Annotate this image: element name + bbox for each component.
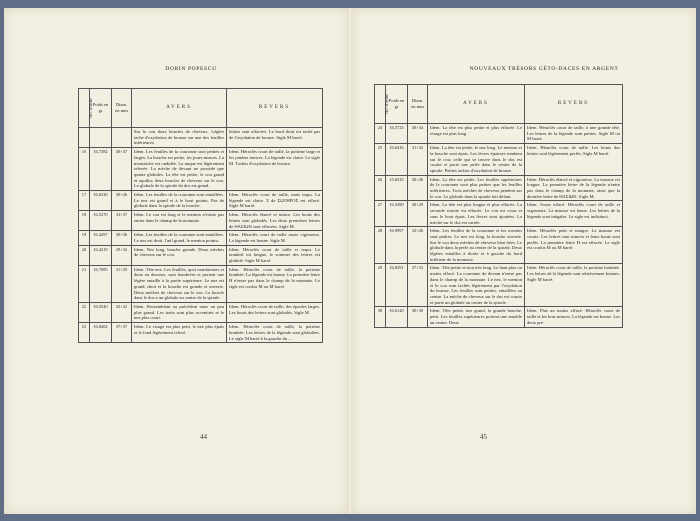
revers-description: Idem. Héraclès élancé et vigoureux. La massue est longue. La première lettre de la légende n'entre pas dans le champ de la monnaie, ainsi que la dernière lettre de ΘΑΣΙΩΝ. Sigle M. <box>525 175 623 201</box>
revers-description: Idem. Plus au moins effacé. Héraclès court de taille et les bras minces. La légende est bonne. Les deux pre- <box>525 307 623 327</box>
table-row <box>79 191 323 211</box>
revers-description: lettres sont effacées. Le bord droit est taché par de l'oxydation de bronze. Sigle M barré. <box>227 128 323 148</box>
coin-number: 18 <box>79 211 90 231</box>
revers-description: Idem. Héraclès court de taille et trapu. Le nombril est longue, le sommet des lettres est globulé. Sigle M barré. <box>227 245 323 265</box>
table-row <box>375 124 623 144</box>
table-header-row <box>79 89 323 128</box>
table-body-right <box>375 124 623 328</box>
avers-description: Idem. Les feuilles de la couronne sont petites et larges. La bouche est petite, les joues minces. La moustache est ondulée. La nuque est légèrement relevée. La mèche de devant ne possède que quatre globules. La tête est petite, le cou grand et aquilin; deux boucles de cheveux sur le cou. Le globule de la spirale du dos est grand. <box>132 148 227 191</box>
coin-diameter: 31×35 <box>112 265 132 302</box>
page-number-left: 44 <box>200 433 207 441</box>
avers-description: Idem. Les feuilles de la couronne sont entaillées. Le nez est grand et à le bout pointu. Pas de globule dans la spirale de la bouche. <box>132 191 227 211</box>
avers-description: Idem. Les feuilles de la couronne sont entaillées. Le nez est droit, l'œil grand, le menton pointu. <box>132 231 227 245</box>
table-row <box>79 231 323 245</box>
col-header-avers: AVERS <box>132 89 227 128</box>
coin-weight: 16,6120 <box>386 307 408 327</box>
revers-description: Idem. Héraclès court de taille, la poitrine bombée. Les lettres de la légende sont relativement bonnes. Sigle M barré. <box>525 264 623 307</box>
col-header-weight: Poids en gr <box>90 89 112 128</box>
coin-weight: 16,4297 <box>90 231 112 245</box>
coin-diameter: 37×33 <box>408 264 428 307</box>
col-header-number: No. d'ordre <box>79 89 90 128</box>
coin-weight: 16,5540 <box>90 302 112 322</box>
table-row <box>375 264 623 307</box>
coin-number: 28 <box>375 227 386 264</box>
coin-weight: 16,7085 <box>90 265 112 302</box>
running-head-right: NOUVEAUX TRÉSORS GÉTO-DACES EN ARGENT <box>469 66 619 72</box>
table-row <box>79 265 323 302</box>
coin-number: 19 <box>79 231 90 245</box>
revers-description: Idem. Héraclès court de taille. Les bouts des lettres sont légèrement perlés. Sigle M barré. <box>525 144 623 176</box>
col-header-diameter: Diam. en mm <box>112 89 132 128</box>
table-header-row <box>375 85 623 124</box>
coin-diameter: 30×37 <box>112 148 132 191</box>
revers-description: Idem. Héraclès court de taille, la poitrine bombée. La légende est bonne. La première lettre H n'entre pas dans le champ de la monnaie. Le sigle est confus M ou M barré. <box>227 265 323 302</box>
coin-number: 27 <box>375 201 386 227</box>
table-row <box>79 323 323 343</box>
coin-diameter: 29×32 <box>112 245 132 265</box>
col-header-diameter: Diam. en mm <box>408 85 428 124</box>
avers-description: Idem. Tête petite et non très long. Le haut plus ou moins effacé. La couronne de devant n'entre pas dans le champ de la monnaie. Le nez, le menton et le cou sont tachés légèrement par l'oxydation du bronze. Les feuilles sont petites, entaillées au centre. La mèche de cheveux sur le dos est courte et porte un globule au centre de la spirale. <box>428 264 525 307</box>
coin-diameter: 37×37 <box>112 323 132 343</box>
col-header-number: No. d'ordre <box>375 85 386 124</box>
col-header-avers: AVERS <box>428 85 525 124</box>
avers-description: Idem. Tête nez. Les feuilles, quoi nombreuses et deux en dessous, sont hombrées et portent une légère entaille à la partie supérieure. Le nez est grand, droit et la bouche est grande et ouverte. Deux mèches de cheveux sur le cou. La boucle dans le dos a un globule au centre de la spirale. <box>132 265 227 302</box>
coin-diameter <box>112 128 132 148</box>
revers-description: Idem. Héraclès petit et maigre. La massue est courte. Les lettres sont minces et leurs bouts sont perlés. La première lettre H est effacée. Le sigle est confus M ou M barré. <box>525 227 623 264</box>
coin-weight: 16,5490 <box>386 201 408 227</box>
avers-description: Idem. La tête est plus petite et plus effacée. Le visage est plus long. <box>428 124 525 144</box>
col-header-revers: REVERS <box>525 85 623 124</box>
revers-description: Idem. Héraclès court de taille, la poitrine bombée. Les lettres de la légende sont globulées. Le sigle M barré à la gauche du ... <box>227 323 323 343</box>
revers-description: Idem. Héraclès court de taille, des épaules larges. Les bouts des lettres sont globulés. Sigle M. <box>227 302 323 322</box>
page-number-right: 45 <box>480 433 487 441</box>
coin-diameter: 30×26 <box>112 191 132 211</box>
table-row <box>375 201 623 227</box>
running-head-left: DORIN POPESCU <box>165 66 217 72</box>
coin-number <box>79 128 90 148</box>
coin-weight: 16,6416 <box>386 144 408 176</box>
avers-description: Idem. Le cou est long et le menton n'existe pas entier dans le champ de la monnaie. <box>132 211 227 231</box>
table-row <box>79 245 323 265</box>
coin-weight: 16,9997 <box>386 227 408 264</box>
table-row <box>79 302 323 322</box>
revers-description: Idem. Héraclès court de taille, la poitrine large et les jambes minces. La légende est claire. Le sigle M. Taches d'oxydation de bronze. <box>227 148 323 191</box>
revers-description: Idem. Héraclès court de taille, mais trapu. La légende est claire. Σ de ΣΩΤΗΡΟΣ est effacé. Sigle M barré. <box>227 191 323 211</box>
avers-description: Idem. La tête est petite. Les feuilles supérieures de la couronne sont plus petites que les feuilles inférieures. Trois mèches de cheveux pendent sur le cou. Le globule dans la spirale fait défaut. <box>428 175 525 201</box>
table-row <box>375 144 623 176</box>
avers-description: Idem. Ressemblant au précédent mais un peu plus grand. Les traits sont plus accentués et le nez plus court. <box>132 302 227 322</box>
avers-description: Sur le cou deux boucles de cheveux. Légère tache d'oxydation de bronze sur une des feuilles inférieures. <box>132 128 227 148</box>
avers-description: Idem. Nez long, bouche grande. Deux mèches de cheveux sur le cou. <box>132 245 227 265</box>
table-row <box>375 227 623 264</box>
coin-diameter: 31×32 <box>408 144 428 176</box>
coin-number: 16 <box>79 148 90 191</box>
coin-table-right <box>374 84 623 328</box>
revers-description: Idem. Assez effacé. Héraclès court de taille et vigoureux. La massue est haute. Les lettres de la légende sont inégales. Le sigle est indistinct. <box>525 201 623 227</box>
avers-description: Idem. La tête est petite, le nez long. Le menton et la bouche sont épais. Les lèvres épaisses tombent sur le cou; celle qui se trouve dans le dos est courte et porte une perle dans le centre de la spirale. Petites taches d'oxydation de bronze. <box>428 144 525 176</box>
coin-diameter: 30×30 <box>408 307 428 327</box>
coin-weight: 16,7382 <box>90 148 112 191</box>
avers-description: Idem. La tête est plus longue et plus effacée. La seconde rosette est effacée. Le cou est court et sans le bout épais. Les lèvres sont ajoutées. La mèche sur le dos est carrée. <box>428 201 525 227</box>
right-page <box>352 8 696 514</box>
table-row <box>79 128 323 148</box>
col-header-weight: Poids en gr <box>386 85 408 124</box>
coin-diameter: 30×29 <box>408 201 428 227</box>
coin-weight: 16,8402 <box>90 323 112 343</box>
table-row <box>375 307 623 327</box>
table-row <box>375 175 623 201</box>
coin-weight: 16,5723 <box>386 124 408 144</box>
coin-number: 24 <box>375 124 386 144</box>
table-body-left <box>79 128 323 343</box>
coin-number: 17 <box>79 191 90 211</box>
coin-number: 30 <box>375 307 386 327</box>
coin-number: 21 <box>79 265 90 302</box>
table-row <box>79 148 323 191</box>
revers-description: Idem. Héraclès court de taille assez vigoureux. La légende est bonne. Sigle M. <box>227 231 323 245</box>
coin-diameter: 33×37 <box>112 211 132 231</box>
coin-weight: 16,4219 <box>90 245 112 265</box>
coin-number: 20 <box>79 245 90 265</box>
coin-diameter: 30×26 <box>408 175 428 201</box>
avers-description: Idem. Le visage est plus petit, le nez plus épais et le fond légèrement relevé. <box>132 323 227 343</box>
coin-diameter: 32×26 <box>408 227 428 264</box>
coin-weight: 15,6525 <box>386 175 408 201</box>
coin-diameter: 30×36 <box>112 231 132 245</box>
coin-table-left <box>78 88 323 343</box>
coin-diameter: 32×22 <box>112 302 132 322</box>
coin-number: 26 <box>375 175 386 201</box>
col-header-revers: REVERS <box>227 89 323 128</box>
avers-description: Idem. Les feuilles de la couronne et les rosettes sont petites. Le nez est long, la bouche ouverte. Sur le cou deux mèches de cheveux bien liées. Le globule dans la perle au centre de la spirale. Deux légères entailles à droite et à gauche du bord inférieur de la monnaie. <box>428 227 525 264</box>
revers-description: Idem. Héraclès élancé et mince. Les bouts des lettres sont globulés. Les deux premières lettres de ΘΑΣΙΩΝ sont effacées. Sigle M. <box>227 211 323 231</box>
coin-weight: 16,6591 <box>386 264 408 307</box>
coin-weight: 16,6520 <box>90 191 112 211</box>
coin-weight <box>90 128 112 148</box>
coin-diameter: 30×34 <box>408 124 428 144</box>
revers-description: Idem. Héraclès court de taille, à une grande tête. Les lettres de la légende sont petites. Sigle M ou M barré. <box>525 124 623 144</box>
coin-number: 29 <box>375 264 386 307</box>
coin-number: 23 <box>79 323 90 343</box>
coin-number: 22 <box>79 302 90 322</box>
coin-weight: 16,5270 <box>90 211 112 231</box>
table-row <box>79 211 323 231</box>
coin-number: 25 <box>375 144 386 176</box>
left-page <box>4 8 348 514</box>
avers-description: Idem. Tête petite, nez grand, la grande bouche, petit. Les feuilles supérieures portent une entaille au centre. Deux <box>428 307 525 327</box>
